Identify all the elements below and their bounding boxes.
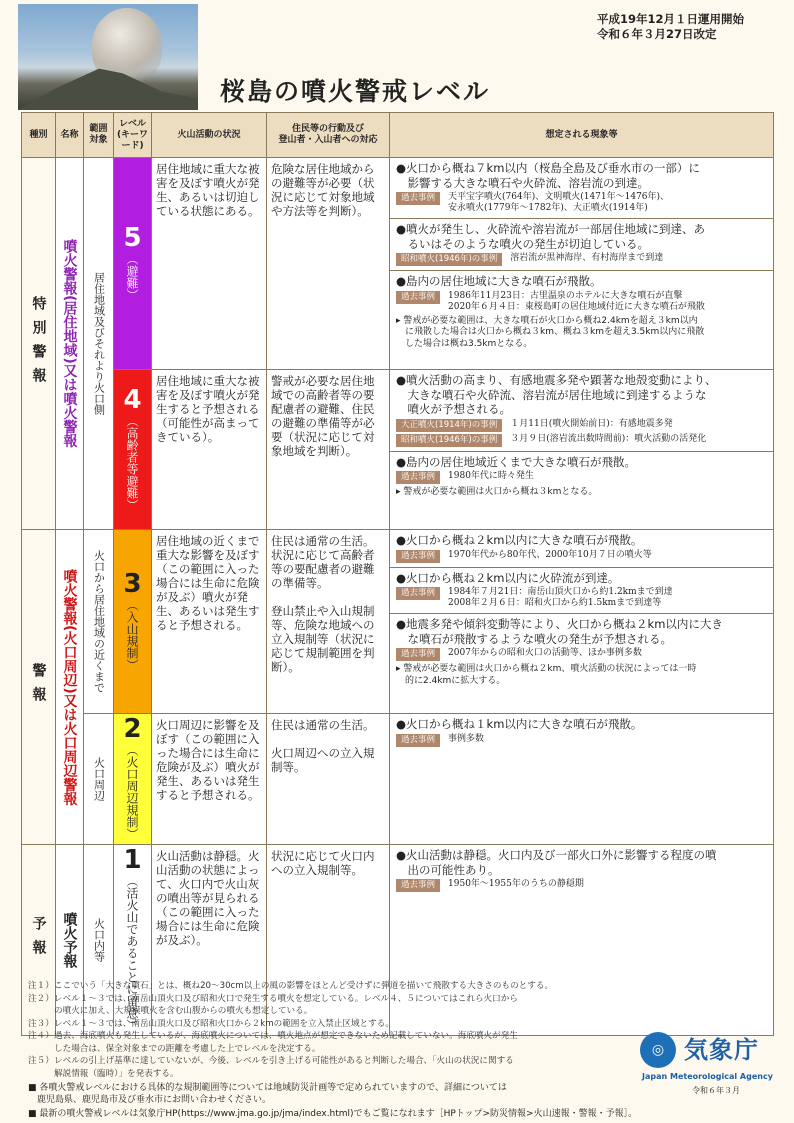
level-2-cell	[114, 714, 152, 845]
kind-special-label: 特別警報	[30, 295, 47, 392]
level-5-row	[22, 158, 774, 370]
footnote-text: 過去、海底噴火も発生しているが、海底噴火については、噴火地点が想定できないため記載していない。海底噴火が発生 した場合は、保全対象までの距離を考慮した上でレベルを決定する。	[54, 1031, 518, 1054]
revision-dates	[597, 12, 744, 42]
activity-3: 居住地域の近くまで重大な影響を及ぼす（この範囲に入った場合には生命に危険が及ぶ）噴火が発生、あるいは発生すると予想される。	[152, 530, 267, 714]
footnote-text: レベルの引上げ基準に達していないが、今後、レベルを引き上げる可能性があると判断した場合、「火山の状況に関する 解説情報（臨時）」を発表する。	[54, 1056, 514, 1079]
phenomena-2	[390, 714, 774, 845]
action-4: 警戒が必要な居住地域での高齢者等の要配慮者の避難、住民の避難の準備等が必要（状況に応じて対象地域を判断）。	[267, 370, 390, 530]
phen-text: ●噴火が発生し、火砕流や溶岩流が一部居住地域に到達、あ るいはそのような噴火の発生が切迫している。	[396, 222, 706, 251]
past-case-text: 溶岩流が黒神海岸、有村海岸まで到達	[510, 253, 664, 263]
footnotes	[28, 980, 638, 1080]
revised-date: 令和６年３月27日改定	[596, 27, 717, 41]
past-case-text: ３月９日(溶岩流出数時間前)：噴火活動の活発化	[510, 433, 707, 444]
name-special	[56, 158, 84, 530]
range-note: ▸ 警戒が必要な範囲は、大きな噴石が火口から概ね2.4kmを超え３km以内 に飛散した場合は火口から概ね３km、概ね３kmを超え3.5km以内に飛散 した場合は概ね3.5kmとなる。	[396, 315, 705, 349]
phen5-item-3	[390, 271, 773, 354]
kind-warning-label: 警報	[30, 663, 47, 711]
phen-text: ●噴火活動の高まり、有感地震多発や顕著な地殻変動により、 大きな噴石や火砕流、溶岩流が居住地域に到達するような 噴火が予想される。	[396, 373, 717, 416]
col-phenomena: 想定される現象等	[390, 113, 774, 158]
range-note: ▸ 警戒が必要な範囲は火口から概ね２km、噴火活動の状況によっては一時 的に2.4kmに拡大する。	[396, 664, 697, 686]
col-action: 住民等の行動及び 登山者・入山者への対応	[267, 113, 390, 158]
action-1: 状況に応じて火口内への立入規制等。	[267, 845, 390, 1036]
footnote	[28, 1030, 638, 1055]
phen-text: ●火口から概ね１km以内に大きな噴石が飛散。	[396, 717, 643, 731]
level-4-keyword: （高齢者等避難）	[125, 414, 139, 511]
start-date: 平成19年12月１日運用開始	[596, 12, 744, 26]
past-case-text: 1980年代に時々発生	[448, 471, 534, 481]
level-4-row	[22, 370, 774, 530]
past-case-text: 1984年７月21日：南岳山頂火口から約1.2kmまで到達 2008年２月６日：昭和火口から約1.5kmまで到達等	[448, 587, 673, 608]
phen4-item-1	[390, 370, 773, 452]
past-case-text: １月11日(噴火開始前日)：有感地震多発	[510, 418, 673, 429]
action-2: 住民は通常の生活。 火口周辺への立入規制等。	[267, 714, 390, 845]
past-case-tag: 過去事例	[396, 648, 440, 661]
target-l2-label: 火口周辺	[92, 757, 106, 801]
footnote	[28, 980, 638, 993]
past-case-tag: 過去事例	[396, 734, 440, 747]
footnote-text: ここでいう「大きな噴石」とは、概ね20～30cm以上の風の影響をほとんど受けずに弾道を描いて飛散する大きさのものとする。	[54, 981, 554, 991]
phen3-item-2	[390, 568, 773, 615]
activity-2: 火口周辺に影響を及ぼす（この範囲に入った場合には生命に危険が及ぶ）噴火が発生、あるいは発生すると予想される。	[152, 714, 267, 845]
phen3-item-1	[390, 530, 773, 568]
past-case-tag: 過去事例	[396, 192, 440, 205]
name-warning-label: 噴火警報(火口周辺)又は火口周辺警報	[61, 568, 78, 806]
phen-text: ●火口から概ね７km以内（桜島全島及び垂水市の一部）に 影響する大きな噴石や火砕流、溶岩流の到達。	[396, 161, 700, 190]
past-case-tag: 大正噴火(1914年)の事例	[396, 419, 502, 432]
target-l3	[84, 530, 114, 714]
level-4-cell	[114, 370, 152, 530]
target-l2	[84, 714, 114, 845]
level-2-number: 2	[123, 714, 142, 744]
target-special	[84, 158, 114, 530]
name-forecast-label: 噴火予報	[61, 912, 78, 968]
target-special-label: 居住地域及びそれより火口側	[92, 272, 106, 415]
level-3-keyword: （入山規制）	[125, 598, 139, 671]
past-case-tag: 過去事例	[396, 550, 440, 563]
footnote-key: 注２）	[28, 993, 54, 1004]
level-3-number: 3	[123, 568, 142, 599]
phen5-item-1	[390, 158, 773, 219]
phen3-item-3	[390, 614, 773, 691]
level-1-keyword: （活火山であることに留意）	[125, 875, 139, 1031]
past-case-tag: 昭和噴火(1946年)の事例	[396, 434, 502, 447]
activity-5: 居住地域に重大な被害を及ぼす噴火が発生、あるいは切迫している状態にある。	[152, 158, 267, 370]
level-2-keyword: （火口周辺規制）	[125, 744, 139, 840]
jma-name-en: Japan Meteorological Agency	[642, 1072, 773, 1081]
level-3-row	[22, 530, 774, 714]
activity-4: 居住地域に重大な被害を及ぼす噴火が発生すると予想される（可能性が高まってきている）。	[152, 370, 267, 530]
phen-text: ●島内の居住地域に大きな噴石が飛散。	[396, 274, 602, 288]
footnote	[28, 1018, 638, 1031]
level-5-keyword: （避難）	[125, 252, 139, 301]
phen-text: ●地震多発や傾斜変動等により、火口から概ね２km以内に大き な噴石が飛散するような噴火の発生が予想される。	[396, 617, 723, 646]
level-5-cell	[114, 158, 152, 370]
past-case-text: 天平宝字噴火(764年)、文明噴火(1471年～1476年)、 安永噴火(1779年～1782年)、大正噴火(1914年)	[448, 192, 670, 213]
past-case-text: 1970年代から80年代、2000年10月７日の噴火等	[448, 549, 652, 560]
jma-emblem-icon: ◎	[640, 1032, 676, 1068]
phen4-item-2	[390, 452, 773, 503]
col-name: 名称	[56, 113, 84, 158]
phenomena-5	[390, 158, 774, 370]
past-case-text: 2007年からの昭和火口の活動等、ほか事例多数	[448, 648, 642, 658]
level-4-number: 4	[123, 384, 142, 415]
footnote-key: 注１）	[28, 981, 54, 991]
name-warning	[56, 530, 84, 845]
phen-text: ●火口から概ね２km以内に火砕流が到達。	[396, 570, 620, 585]
table-header-row	[22, 113, 774, 158]
footnote-key: 注４）	[28, 1031, 54, 1041]
level-5-number: 5	[123, 222, 142, 253]
kind-warning	[22, 530, 56, 845]
name-special-label: 噴火警報(居住地域)又は噴火警報	[61, 239, 78, 448]
level-3-cell	[114, 530, 152, 714]
level-1-number: 1	[123, 845, 142, 875]
action-5: 危険な居住地域からの避難等が必要（状況に応じて対象地域や方法等を判断）。	[267, 158, 390, 370]
past-case-text: 1950年～1955年のうちの静穏期	[448, 879, 584, 889]
col-target: 範囲 対象	[84, 113, 114, 158]
past-case-tag: 過去事例	[396, 471, 440, 484]
level-2-row	[22, 714, 774, 845]
past-case-tag: 過去事例	[396, 587, 440, 600]
phen-text: ●火口から概ね２km以内に大きな噴石が飛散。	[396, 533, 643, 547]
footnote-key: 注３）	[28, 1018, 54, 1029]
jma-name-jp: 気象庁	[684, 1036, 759, 1064]
footnote	[28, 993, 638, 1018]
past-case-text: 事例多数	[448, 733, 485, 744]
phenomena-3	[390, 530, 774, 714]
footnote-text: レベル１～３では、南岳山頂火口及び昭和火口で発生する噴火を想定している。レベル４、５についてはこれら火口から の噴火に加え、大規模噴火を含む山腹からの噴火も想定している。	[54, 993, 518, 1016]
volcano-silhouette	[18, 64, 198, 110]
action-3: 住民は通常の生活。状況に応じて高齢者等の要配慮者の避難の準備等。 登山禁止や入山規制等、危険な地域への立入規制等（状況に応じて規制範囲を判断）。	[267, 530, 390, 714]
col-level: レベル (キーワード)	[114, 113, 152, 158]
kind-forecast-label: 予報	[30, 916, 47, 964]
phenomena-4	[390, 370, 774, 530]
kind-special	[22, 158, 56, 530]
phen-text: ●島内の居住地域近くまで大きな噴石が飛散。	[396, 454, 637, 469]
phen1-item-1	[390, 845, 773, 896]
phen5-item-2	[390, 219, 773, 271]
footnote-text: レベル１～３では、南岳山頂火口及び昭和火口から２kmの範囲を立入禁止区域とする。	[54, 1018, 394, 1029]
issue-date: 令和６年３月	[692, 1086, 740, 1095]
footnote	[28, 1055, 638, 1080]
info-bullet-2: ■ 最新の噴火警戒レベルは気象庁HP(https://www.jma.go.jp/jma/index.html)でもご覧になれます［HPトップ>防災情報>火山速報・警報・予報］。	[28, 1109, 638, 1119]
range-note: ▸ 警戒が必要な範囲は火口から概ね３kmとなる。	[396, 487, 598, 497]
past-case-tag: 過去事例	[396, 879, 440, 892]
info-bullet-1: ■ 各噴火警戒レベルにおける具体的な規制範囲等については地域防災計画等で定められていますので、詳細については 鹿児島県、鹿児島市及び垂水市にお問い合わせください。	[28, 1083, 507, 1105]
sakurajima-photo	[18, 4, 198, 110]
past-case-text: 1986年11月23日：古里温泉のホテルに大きな噴石が直撃 2020年６月４日：東桜島町の居住地域付近に大きな噴石が飛散	[448, 290, 705, 312]
alert-level-table	[21, 112, 774, 1036]
col-activity: 火山活動の状況	[152, 113, 267, 158]
col-kind: 種別	[22, 113, 56, 158]
phen-text: ●火山活動は静穏。火口内及び一部火口外に影響する程度の噴 出の可能性あり。	[396, 848, 717, 877]
past-case-tag: 過去事例	[396, 291, 440, 304]
activity-1: 火山活動は静穏。火山活動の状態によって、火口内で火山灰の噴出等が見られる（この範囲に入った場合には生命に危険が及ぶ）。	[152, 845, 267, 1036]
page-title: 桜島の噴火警戒レベル	[220, 77, 491, 106]
target-l3-label: 火口から居住地域の近くまで	[92, 550, 106, 693]
past-case-tag: 昭和噴火(1946年)の事例	[396, 253, 502, 266]
target-l1-label: 火口内等	[92, 918, 106, 962]
phen2-item-1	[390, 714, 773, 751]
footnote-key: 注５）	[28, 1056, 54, 1066]
